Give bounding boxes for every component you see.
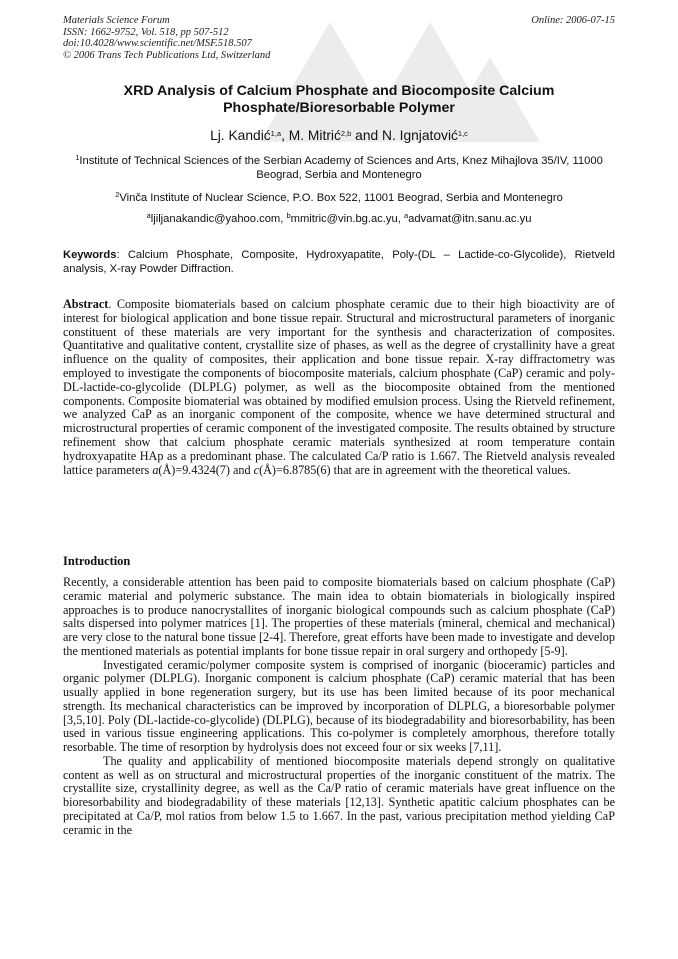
affiliation-marker: 2 [115,190,120,199]
paragraph: Recently, a considerable attention has been paid to composite biomaterials based on calcium phosphate (CaP) ceramic material and polymeric substance. The main idea to obtain biomaterials in biologically inspired approaches is to produce nanocrystallites of inorganic biological compounds such as calcium phosphate (CaP) salts dispersed into polymer matrices [1]. The properties of these materials (mineral, chemical and mechanical) are very close to the natural bone tissue [2-4]. Therefore, great efforts have been made to investigate and develop the mentioned materials as potential implants for bone tissue repair in oral surgery and orthopedy [5-9]. [63,575,615,658]
email-address: ljiljanakandic@yahoo.com, [150,213,287,225]
paragraph: The quality and applicability of mentioned biocomposite materials depend strongly on qualitative content as well as on structural and microstructural properties of the inorganic constituent of the matrix. The crystallite size, crystallinity degree, as well as the Ca/P ratio of ceramic materials have great influence on the bioresorbability and biodegradability of these materials [12,13]. Synthetic apatitic calcium phosphates can be precipitated at Ca/P, mol ratios from below 1.5 to 1.667. In the past, various precipitation method yielding CaP ceramic in the [63,753,615,837]
introduction-body [63,576,615,837]
lattice-value-a: (Å)=9.4324(7) and [158,462,254,477]
email-address: advamat@itn.sanu.ac.yu [408,213,532,225]
introduction-heading: Introduction [63,554,131,568]
lattice-param-c: c [253,462,260,477]
affiliation-1 [63,154,615,182]
doi-line: doi:10.4028/www.scientific.net/MSF.518.507 [63,38,252,50]
author-superscript: 2,b [340,129,352,138]
email-marker: a [146,211,151,220]
email-line [63,212,615,226]
abstract-label: Abstract [63,297,109,311]
author-separator: and [351,128,382,143]
journal-header [63,15,270,61]
author-superscript: 1,a [270,129,282,138]
issn-line: ISSN: 1662-9752, Vol. 518, pp 507-512 [63,26,229,38]
affiliation-marker: 1 [75,153,80,162]
keywords-text: : Calcium Phosphate, Composite, Hydroxyapatite, Poly-(DL – Lactide-co-Glycolide), Rietveld analysis, X-ray Powder Diffraction. [63,249,615,275]
author-separator: , [281,128,289,143]
author-name: N. Ignjatović [382,128,458,143]
paper-title: XRD Analysis of Calcium Phosphate and Biocomposite Calcium Phosphate/Bioresorbable Polymer [123,83,555,116]
online-date: Online: 2006-07-15 [531,15,615,26]
abstract-section [63,298,615,477]
keywords-label: Keywords [63,249,117,261]
journal-name: Materials Science Forum [63,15,170,26]
affiliation-text: Vinča Institute of Nuclear Science, P.O. Box 522, 11001 Beograd, Serbia and Montenegro [119,192,563,204]
copyright-line: © 2006 Trans Tech Publications Ltd, Switzerland [63,49,271,61]
affiliation-2 [63,191,615,205]
author-name: Lj. Kandić [210,128,271,143]
lattice-value-c: (Å)=6.8785(6) that are in agreement with the theoretical values. [259,462,571,477]
paragraph: Investigated ceramic/polymer composite system is comprised of inorganic (bioceramic) particles and organic polymer (DLPLG). Inorganic component is calcium phosphate (CaP) ceramic material that has been usually applied in bone regeneration surgery, but its use has been limited because of its poor mechanical strength. Its mechanical characteristics can be improved by incorporation of DLPLG, a bioresorbable polymer [3,5,10]. Poly (DL-lactide-co-glycolide) (DLPLG), because of its biodegradability and bioresorbability, has been used in various tissue engineering applications. This co-polymer is completely amorphous, therefore totally resorbable. The time of resorption by hydrolysis does not exceed four or six weeks [7,11]. [63,657,615,754]
abstract-text: . Composite biomaterials based on calcium phosphate ceramic due to their high bioactivity are of interest for biological application and bone tissue repair. Structural and microstructural parameters of inorganic constituent of these materials are very important for the synthesis and characterization of composites. Quantitative and qualitative content, crystallite size of phases, as well as the degree of crystallinity have a great influence on the quality of composites, their application and bone tissue repair. X-ray diffractometry was employed to investigate the components of biocomposite materials, calcium phosphate (CaP) ceramic and poly-DL-lactide-co-glycolide (DLPLG) polymer, as well as the biocomposite obtained from the mentioned components. Composite biomaterial was obtained by modified emulsion process. Using the Rietveld refinement, we analyzed CaP as an inorganic component of the composite, whence we have determined structural and microstructural properties of ceramic component of the investigated composite. The results obtained by structure refinement show that calcium phosphate ceramic materials synthesized at room temperature contain hydroxyapatite HAp as a predominant phase. The calculated Ca/P ratio is 1.667. The Rietveld analysis revealed lattice parameters [63,297,615,477]
author-list [63,128,615,144]
keywords-section [63,248,615,276]
email-address: mmitric@vin.bg.ac.yu, [290,213,404,225]
author-name: M. Mitrić [288,128,341,143]
affiliation-text: Institute of Technical Sciences of the Serbian Academy of Sciences and Arts, Knez Mihajlova 35/IV, 11000 Beograd, Serbia and Montenegro [79,155,603,181]
email-marker: a [403,211,409,220]
lattice-param-a: a [152,462,159,477]
email-marker: b [286,211,291,220]
author-superscript: 1,c [457,129,468,138]
